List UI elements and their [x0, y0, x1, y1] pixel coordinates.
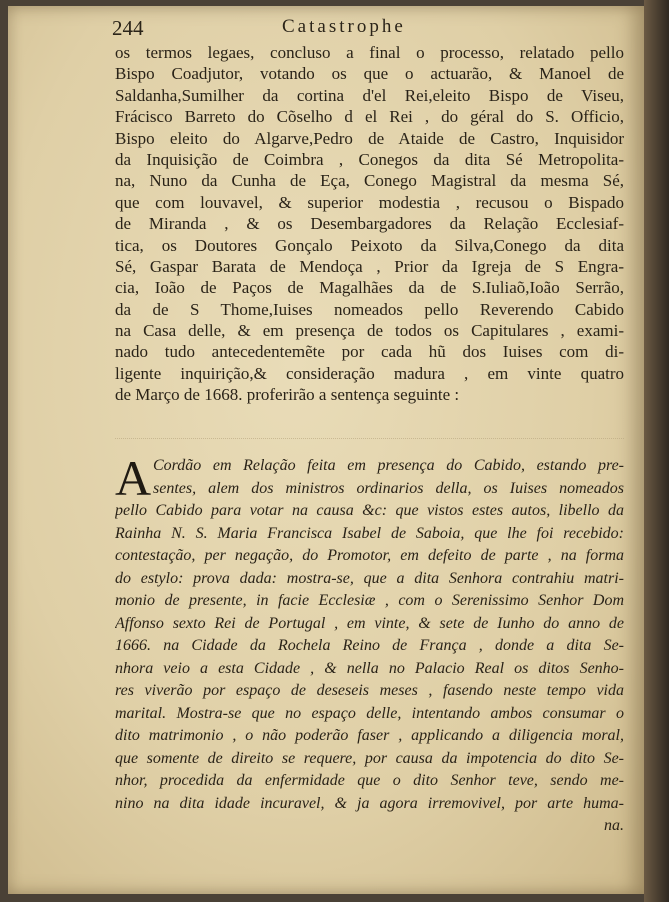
bleed-through-divider — [115, 438, 624, 439]
text-line: nado tudo antecedentemẽte por cada hũ dos Iuises com di- — [115, 342, 624, 362]
italic-line: Affonso sexto Rei de Portugal , em vinte, & sete de Iunho do anno de — [115, 614, 624, 632]
italic-line: contestação, per negação, do Promotor, em defeito de parte , na forma — [115, 547, 624, 564]
text-line: Sé, Gaspar Barata de Mendoça , Prior da Igreja de S Engra- — [115, 256, 624, 276]
italic-line: nino na dita idade incuravel, & ja agora irremovivel, por arte huma- — [115, 794, 624, 812]
drop-cap: A — [115, 450, 152, 506]
italic-line: pello Cabido para votar na causa &c: que vistos estes autos, libello da — [115, 502, 624, 519]
italic-line: nhor, procedida da enfermidade que o dito Senhor teve, sendo me- — [115, 772, 624, 789]
text-line: ligente inquirição,& consideração madura , em vinte quatro — [115, 363, 624, 383]
text-line: na, Nuno da Cunha de Eça, Conego Magistral da mesma Sé, — [115, 171, 624, 191]
text-line: da Inquisição de Coimbra , Conegos da dita Sé Metropolita- — [115, 149, 624, 169]
text-line: Saldanha,Sumilher da cortina d'el Rei,eleito Bispo de Viseu, — [115, 85, 624, 105]
text-line: cia, Ioão de Paços de Magalhães da de S.Iuliaõ,Ioão Serrão, — [115, 278, 624, 298]
main-text-block — [115, 42, 624, 406]
page-number: 244 — [112, 16, 144, 40]
italic-line: dito matrimonio , o não poderão faser , applicando a diligencia moral, — [115, 727, 624, 744]
text-line: Bispo Coadjutor, votando os que o actuarão, & Manoel de — [115, 64, 624, 84]
italic-line: marital. Mostra-se que no espaço delle, intentando ambos consumar o — [115, 704, 624, 722]
text-line: os termos legaes, concluso a final o processo, relatado pello — [115, 43, 624, 62]
text-line: de Miranda , & os Desembargadores da Relação Ecclesiaf- — [115, 214, 624, 234]
text-line: da de S Thome,Iuises nomeados pello Reverendo Cabido — [115, 299, 624, 319]
text-line: Bispo eleito do Algarve,Pedro de Ataide de Castro, Inquisidor — [115, 128, 624, 148]
running-head: Catastrophe — [282, 16, 406, 37]
book-gutter-shadow — [644, 0, 669, 902]
italic-line: monio de presente, in facie Ecclesiæ , com o Serenissimo Senhor Dom — [115, 592, 624, 609]
text-line: Frácisco Barreto do Cõselho d el Rei , do géral do S. Officio, — [115, 107, 624, 127]
italic-line: Cordão em Relação feita em presença do Cabido, estando pre- — [153, 457, 624, 474]
text-line: que com louvavel, & superior modestia , recusou o Bispado — [115, 192, 624, 212]
italic-line: sentes, alem dos ministros ordinarios della, os Iuises nomeados — [153, 479, 624, 497]
italic-line: na. — [604, 817, 624, 834]
italic-line: do estylo: prova dada: mostra-se, que a dita Senhora contrahiu matri- — [115, 569, 624, 587]
italic-line: que somente de direito se requere, por causa da impotencia do dito Se- — [115, 749, 624, 767]
text-line: na Casa delle, & em presença de todos os Capitulares , exami- — [115, 321, 624, 341]
italic-line: 1666. na Cidade da Rochela Reino de França , donde a dita Se- — [115, 637, 624, 654]
italic-line: res viverão por espaço de deseseis meses , fasendo neste tempo vida — [115, 682, 624, 699]
italic-line: Rainha N. S. Maria Francisca Isabel de Saboia, que lhe foi recebido: — [115, 524, 624, 542]
text-line: tica, os Doutores Gonçalo Peixoto da Silva,Conego da dita — [115, 235, 624, 255]
sentence-text-block — [115, 450, 624, 838]
text-line: de Março de 1668. proferirão a sentença seguinte : — [115, 385, 460, 405]
italic-line: nhora veio a esta Cidade , & nella no Palacio Real os ditos Senho- — [115, 659, 624, 677]
